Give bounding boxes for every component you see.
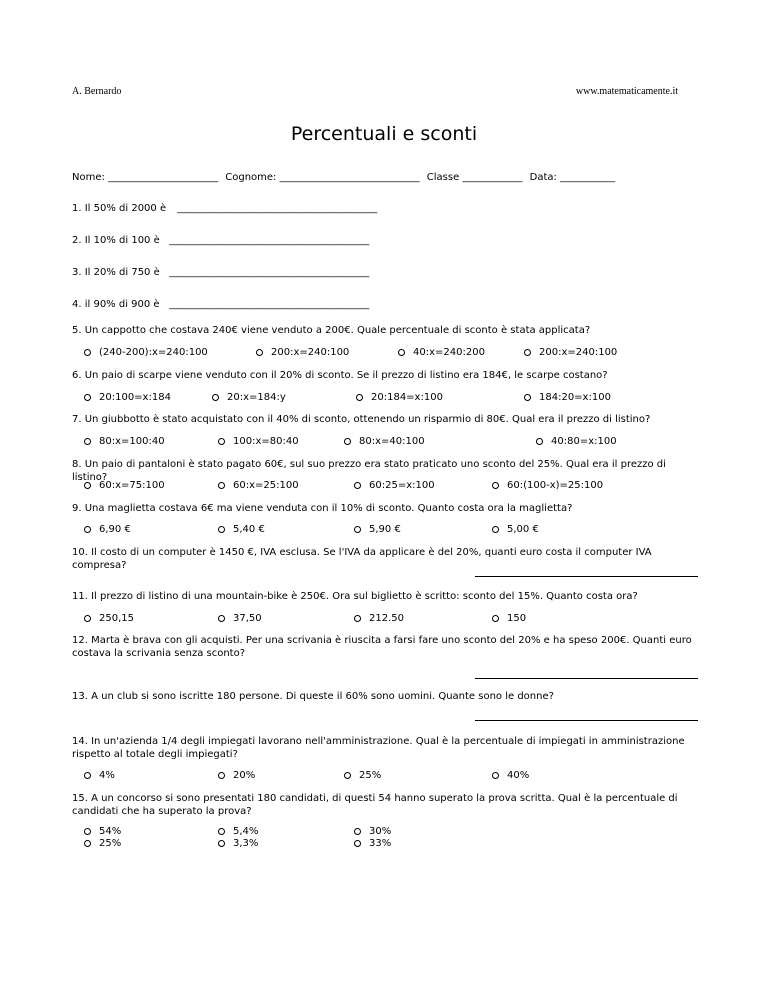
radio-icon[interactable] [218,438,225,445]
option-radio[interactable] [354,838,391,849]
option-radio[interactable] [218,770,255,781]
option-radio[interactable] [84,436,165,447]
question-text: 3. Il 20% di 750 è [72,267,160,278]
answer-blank[interactable]: ________________________________________ [169,267,370,278]
question-7: 7. Un giubbotto è stato acquistato con il 40% di sconto, ottenendo un risparmio di 80€. Qual era il prezzo di listino? [72,414,651,425]
radio-icon[interactable] [218,828,225,835]
option-radio[interactable] [84,524,131,535]
radio-icon[interactable] [84,394,91,401]
answer-blank[interactable]: ________________________________________ [169,235,370,246]
option-label: 60:25=x:100 [369,480,435,491]
option-label: 20:184=x:100 [371,392,443,403]
radio-icon[interactable] [84,349,91,356]
option-label: 6,90 € [99,524,131,535]
data-label: Data: [529,172,557,183]
option-label: 40:80=x:100 [551,436,617,447]
option-label: 250,15 [99,613,134,624]
answer-blank[interactable]: ________________________________________ [177,203,378,214]
question-2 [72,235,369,246]
student-info-line [72,172,615,183]
option-radio[interactable] [344,770,381,781]
data-field[interactable]: ___________ [560,172,616,183]
option-label: 80:x=40:100 [359,436,425,447]
question-text: 4. il 90% di 900 è [72,299,160,310]
question-11: 11. Il prezzo di listino di una mountain-bike è 250€. Ora sul biglietto è scritto: sconto del 15%. Quanto costa ora? [72,591,638,602]
option-label: 20:x=184:y [227,392,286,403]
option-radio[interactable] [84,838,121,849]
radio-icon[interactable] [84,828,91,835]
answer-line[interactable] [475,678,698,679]
question-3 [72,267,369,278]
option-label: 30% [369,826,392,837]
radio-icon[interactable] [354,615,361,622]
radio-icon[interactable] [354,482,361,489]
option-radio[interactable] [344,436,425,447]
option-label: 150 [507,613,527,624]
option-label: 212.50 [369,613,404,624]
option-radio[interactable] [218,480,299,491]
option-label: 184:20=x:100 [539,392,611,403]
option-label: 60:x=25:100 [233,480,299,491]
option-radio[interactable] [84,392,171,403]
option-radio[interactable] [84,613,134,624]
question-14: 14. In un'azienda 1/4 degli impiegati lavorano nell'amministrazione. Qual è la percentuale di impiegati in amministrazione rispetto al totale degli impiegati? [72,736,685,760]
question-13: 13. A un club si sono iscritte 180 persone. Di queste il 60% sono uomini. Quante sono le donne? [72,691,554,702]
answer-blank[interactable]: ________________________________________ [169,299,370,310]
option-radio[interactable] [524,347,617,358]
radio-icon[interactable] [354,840,361,847]
answer-line[interactable] [475,576,698,577]
option-label: 3,3% [233,838,259,849]
option-label: 5,40 € [233,524,265,535]
option-radio[interactable] [524,392,611,403]
radio-icon[interactable] [256,349,263,356]
option-radio[interactable] [354,480,435,491]
radio-icon[interactable] [492,615,499,622]
question-4 [72,299,369,310]
radio-icon[interactable] [524,349,531,356]
option-label: 100:x=80:40 [233,436,299,447]
answer-line[interactable] [475,720,698,721]
question-12: 12. Marta è brava con gli acquisti. Per una scrivania è riuscita a farsi fare uno sconto del 20% e ha speso 200€. Quanti euro costava la scrivania senza sconto? [72,635,692,659]
radio-icon[interactable] [354,526,361,533]
radio-icon[interactable] [84,482,91,489]
option-label: 60:x=75:100 [99,480,165,491]
radio-icon[interactable] [218,615,225,622]
question-1 [72,203,377,214]
option-radio[interactable] [218,838,258,849]
question-text: 1. Il 50% di 2000 è [72,203,167,214]
option-radio[interactable] [492,524,539,535]
option-radio[interactable] [492,770,529,781]
question-6: 6. Un paio di scarpe viene venduto con il 20% di sconto. Se il prezzo di listino era 184€, le scarpe costano? [72,370,608,381]
option-label: 54% [99,826,122,837]
option-label: 5,90 € [369,524,401,535]
option-label: 20:100=x:184 [99,392,171,403]
option-label: 60:(100-x)=25:100 [507,480,604,491]
option-label: 25% [359,770,382,781]
radio-icon[interactable] [84,526,91,533]
option-radio[interactable] [218,436,299,447]
option-radio[interactable] [84,480,165,491]
option-radio[interactable] [218,524,265,535]
option-label: 200:x=240:100 [271,347,350,358]
option-label: 20% [233,770,256,781]
option-radio[interactable] [354,613,404,624]
radio-icon[interactable] [354,828,361,835]
author: A. Bernardo [72,86,122,97]
radio-icon[interactable] [218,840,225,847]
option-label: 5,00 € [507,524,539,535]
radio-icon[interactable] [344,438,351,445]
option-radio[interactable] [84,347,208,358]
radio-icon[interactable] [84,772,91,779]
option-radio[interactable] [354,826,391,837]
website: www.matematicamente.it [575,86,678,97]
option-label: 80:x=100:40 [99,436,165,447]
page-title: Percentuali e sconti [290,123,478,145]
radio-icon[interactable] [218,772,225,779]
radio-icon[interactable] [212,394,219,401]
option-radio[interactable] [356,392,443,403]
classe-label: Classe [426,172,460,183]
question-15: 15. A un concorso si sono presentati 180 candidati, di questi 54 hanno superato la prova scritta. Qual è la percentuale di candidati che ha superato la prova? [72,793,678,817]
option-label: 25% [99,838,122,849]
option-label: 5,4% [233,826,259,837]
option-radio[interactable] [492,480,603,491]
option-label: 37,50 [233,613,262,624]
question-text: 2. Il 10% di 100 è [72,235,160,246]
option-label: (240-200):x=240:100 [99,347,208,358]
option-radio[interactable] [218,826,258,837]
option-radio[interactable] [536,436,617,447]
nome-label: Nome: [72,172,105,183]
radio-icon[interactable] [536,438,543,445]
radio-icon[interactable] [492,526,499,533]
radio-icon[interactable] [84,840,91,847]
radio-icon[interactable] [398,349,405,356]
option-radio[interactable] [256,347,349,358]
option-label: 200:x=240:100 [539,347,618,358]
option-label: 40:x=240:200 [413,347,485,358]
classe-field[interactable]: ____________ [462,172,523,183]
option-radio[interactable] [398,347,485,358]
option-radio[interactable] [84,826,121,837]
option-radio[interactable] [218,613,262,624]
option-radio[interactable] [492,613,526,624]
radio-icon[interactable] [356,394,363,401]
radio-icon[interactable] [524,394,531,401]
radio-icon[interactable] [218,482,225,489]
radio-icon[interactable] [84,615,91,622]
question-10: 10. Il costo di un computer è 1450 €, IVA esclusa. Se l'IVA da applicare è del 20%, quanti euro costa il computer IVA compresa? [72,547,652,571]
option-radio[interactable] [212,392,286,403]
option-label: 4% [99,770,115,781]
option-label: 33% [369,838,392,849]
radio-icon[interactable] [492,772,499,779]
radio-icon[interactable] [84,438,91,445]
option-radio[interactable] [84,770,115,781]
question-8: 8. Un paio di pantaloni è stato pagato 60€, sul suo prezzo era stato praticato uno sconto del 25%. Qual era il prezzo di listino? [72,459,666,483]
cognome-field[interactable]: ____________________________ [279,172,420,183]
radio-icon[interactable] [492,482,499,489]
option-label: 40% [507,770,530,781]
cognome-label: Cognome: [225,172,277,183]
question-5: 5. Un cappotto che costava 240€ viene venduto a 200€. Quale percentuale di sconto è stata applicata? [72,325,591,336]
option-radio[interactable] [354,524,401,535]
nome-field[interactable]: ______________________ [108,172,219,183]
question-9: 9. Una maglietta costava 6€ ma viene venduta con il 10% di sconto. Quanto costa ora la maglietta? [72,503,573,514]
radio-icon[interactable] [218,526,225,533]
radio-icon[interactable] [344,772,351,779]
